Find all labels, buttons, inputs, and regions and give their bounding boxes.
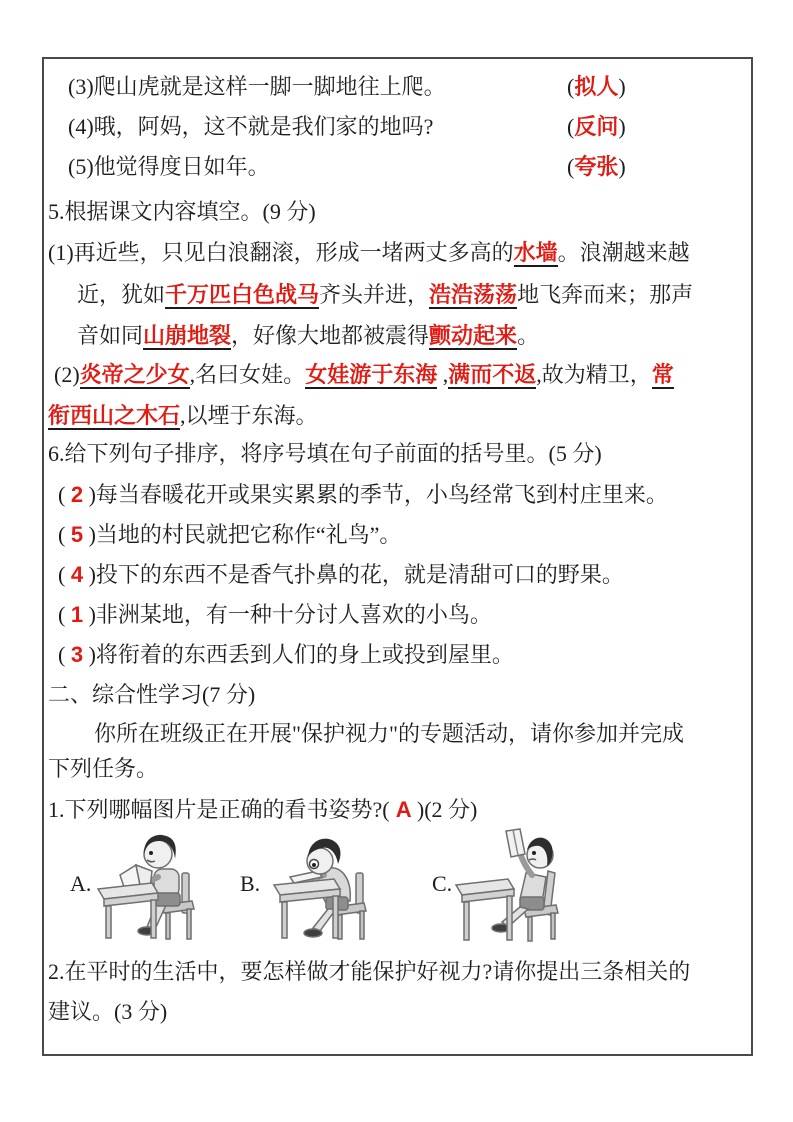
question-5-heading: 5.根据课文内容填空。(9 分) bbox=[48, 199, 316, 224]
question-posture bbox=[48, 795, 477, 825]
paren-open: ( bbox=[567, 154, 575, 179]
answer-text: 反问 bbox=[574, 114, 619, 139]
order-number: 1 bbox=[70, 602, 84, 627]
paren-open: ( bbox=[58, 642, 71, 667]
answer-text-segment: 女娃游于东海 bbox=[305, 362, 438, 387]
question-advice-line2: 建议。(3 分) bbox=[48, 999, 168, 1024]
content-frame bbox=[42, 57, 753, 1056]
paren-close: ) bbox=[618, 154, 626, 179]
paren-open: ( bbox=[567, 114, 575, 139]
answer-text-segment: 山崩地裂 bbox=[143, 323, 232, 348]
ordering-item bbox=[58, 520, 401, 550]
text-segment: ,故为精卫， bbox=[536, 362, 652, 387]
answer-text: 拟人 bbox=[574, 74, 619, 99]
answer-text-segment: A bbox=[389, 797, 417, 822]
section-2-intro-line1: 你所在班级正在开展"保护视力"的专题活动，请你参加并完成 bbox=[94, 721, 684, 746]
paren-open: ( bbox=[58, 522, 71, 547]
sentence-item bbox=[68, 152, 748, 182]
answer-text-segment: 水墙 bbox=[513, 240, 558, 265]
answer-slot bbox=[567, 72, 626, 102]
paren-open: ( bbox=[58, 482, 71, 507]
paren-close: ) bbox=[618, 114, 626, 139]
sentence-item bbox=[68, 112, 748, 142]
order-number: 3 bbox=[70, 642, 84, 667]
ordering-text: 当地的村民就把它称作“礼鸟”。 bbox=[95, 522, 402, 547]
text-segment: (1)再近些，只见白浪翻滚，形成一堵两丈多高的 bbox=[48, 240, 514, 265]
text-segment: 1.下列哪幅图片是正确的看书姿势?( bbox=[48, 797, 390, 822]
paren-close: ) bbox=[83, 562, 96, 587]
text-segment: 齐头并进， bbox=[319, 282, 430, 307]
posture-image-b-hunched-reading bbox=[262, 827, 374, 945]
text-segment: 。浪潮越来越 bbox=[557, 240, 690, 265]
answer-slot bbox=[567, 152, 626, 182]
q5-part1-line3 bbox=[77, 321, 539, 351]
order-number: 2 bbox=[70, 482, 84, 507]
q5-part2-line2 bbox=[48, 401, 318, 431]
ordering-text: 非洲某地，有一种十分讨人喜欢的小鸟。 bbox=[95, 602, 492, 627]
paren-close: ) bbox=[83, 522, 96, 547]
figure-label-a: A. bbox=[70, 871, 92, 896]
order-number: 4 bbox=[70, 562, 84, 587]
posture-image-a-upright-reading bbox=[94, 827, 206, 945]
text-segment: 音如同 bbox=[77, 323, 144, 348]
text-segment: 近，犹如 bbox=[77, 282, 166, 307]
ordering-item bbox=[58, 560, 624, 590]
sentence-item bbox=[68, 72, 748, 102]
figure-label-c: C. bbox=[432, 871, 453, 896]
posture-figures-row bbox=[44, 827, 751, 952]
paren-open: ( bbox=[58, 602, 71, 627]
text-segment: ,名曰女娃。 bbox=[189, 362, 306, 387]
text-segment: 地飞奔而来；那声 bbox=[517, 282, 694, 307]
text-segment: ，好像大地都被震得 bbox=[231, 323, 430, 348]
paren-close: ) bbox=[83, 602, 96, 627]
order-number: 5 bbox=[70, 522, 84, 547]
answer-text: 夸张 bbox=[574, 154, 619, 179]
question-advice-line1: 2.在平时的生活中，要怎样做才能保护好视力?请你提出三条相关的 bbox=[48, 959, 691, 984]
paren-open: ( bbox=[58, 562, 71, 587]
q5-part1-line2 bbox=[77, 280, 693, 310]
text-segment: 。 bbox=[517, 323, 540, 348]
ordering-item bbox=[58, 480, 668, 510]
ordering-text: 投下的东西不是香气扑鼻的花，就是清甜可口的野果。 bbox=[95, 562, 624, 587]
ordering-item bbox=[58, 600, 492, 630]
sentence-text: (5)他觉得度日如年。 bbox=[68, 154, 270, 179]
figure-label-b: B. bbox=[240, 871, 261, 896]
paren-close: ) bbox=[83, 642, 96, 667]
ordering-text: 每当春暖花开或果实累累的季节，小鸟经常飞到村庄里来。 bbox=[95, 482, 668, 507]
section-2-intro-line2: 下列任务。 bbox=[48, 756, 159, 781]
section-2-heading: 二、综合性学习(7 分) bbox=[48, 682, 256, 707]
answer-text-segment: 满而不返 bbox=[448, 362, 537, 387]
ordering-item bbox=[58, 640, 514, 670]
question-6-heading: 6.给下列句子排序，将序号填在句子前面的括号里。(5 分) bbox=[48, 441, 602, 466]
paren-open: ( bbox=[567, 74, 575, 99]
posture-image-c-leaning-back bbox=[454, 827, 570, 945]
answer-text-segment: 千万匹白色战马 bbox=[165, 282, 320, 307]
text-segment: , bbox=[437, 362, 449, 387]
q5-part2-line1 bbox=[54, 360, 674, 390]
sentence-text: (3)爬山虎就是这样一脚一脚地往上爬。 bbox=[68, 74, 446, 99]
answer-text-segment: 衔西山之木石 bbox=[48, 403, 181, 428]
paren-close: ) bbox=[618, 74, 626, 99]
ordering-text: 将衔着的东西丢到人们的身上或投到屋里。 bbox=[95, 642, 514, 667]
text-segment: )(2 分) bbox=[416, 797, 478, 822]
sentence-text: (4)哦，阿妈，这不就是我们家的地吗? bbox=[68, 114, 434, 139]
answer-text-segment: 常 bbox=[651, 362, 674, 387]
answer-slot bbox=[567, 112, 626, 142]
text-segment: ,以堙于东海。 bbox=[180, 403, 318, 428]
text-segment: (2) bbox=[54, 362, 80, 387]
paren-close: ) bbox=[83, 482, 96, 507]
q5-part1-line1 bbox=[48, 238, 690, 268]
answer-text-segment: 炎帝之少女 bbox=[79, 362, 190, 387]
answer-text-segment: 浩浩荡荡 bbox=[429, 282, 518, 307]
answer-text-segment: 颤动起来 bbox=[429, 323, 518, 348]
